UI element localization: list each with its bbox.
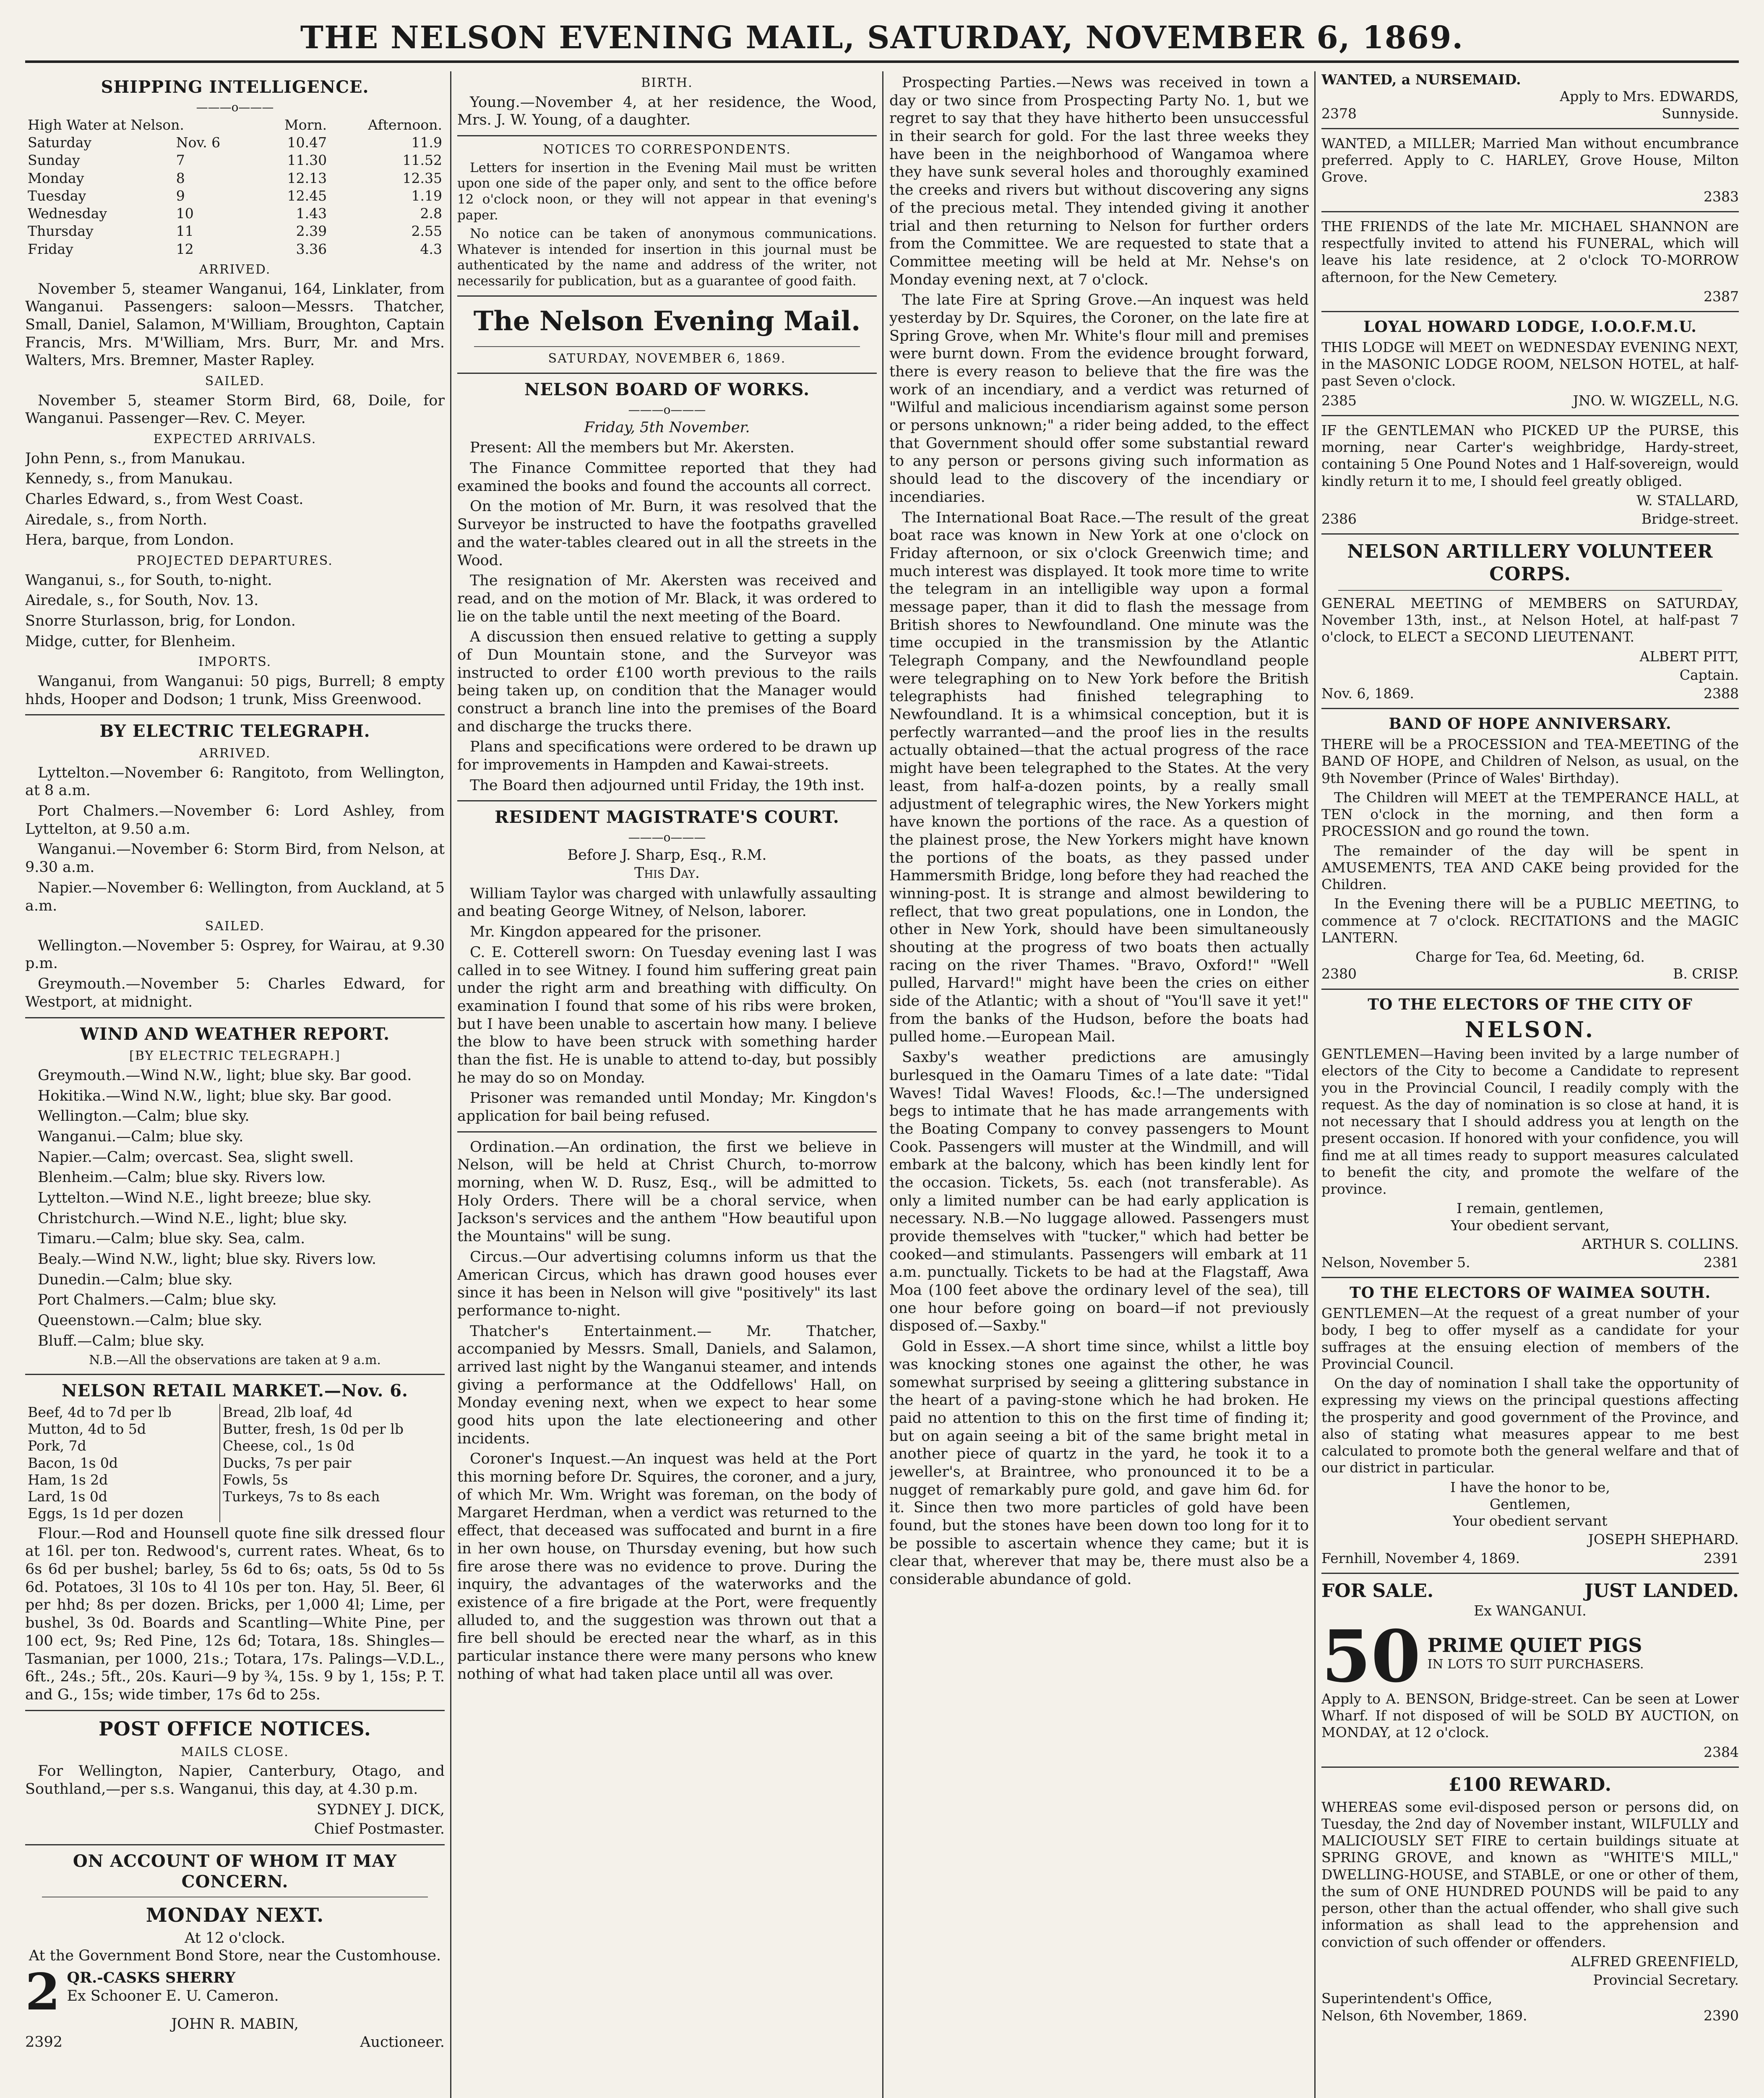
telegraph-title: BY ELECTRIC TELEGRAPH.: [99, 721, 370, 741]
at-time: At 12 o'clock.: [184, 1929, 285, 1947]
artillery-rank: Captain.: [1679, 666, 1739, 683]
tide-day: Sunday: [28, 152, 80, 169]
waimea-footer: [1321, 1550, 1739, 1567]
market-cell: Bread, 2lb loaf, 4d: [223, 1404, 352, 1420]
column-rule: [882, 71, 883, 2098]
dateline: SATURDAY, NOVEMBER 6, 1869.: [548, 351, 786, 366]
notices-p2: No notice can be taken of anonymous communications. Whatever is intended for insertion in this journal must be authenticated by the name and address of the writer, not necessarily for publication, but as a guarantee of good faith.: [457, 226, 877, 289]
expected-item: Hera, barque, from London.: [25, 532, 235, 549]
projected-item: Wanganui, s., for South, to-night.: [25, 571, 272, 589]
divider: [25, 1017, 445, 1018]
ad-number: 2384: [1704, 1743, 1739, 1760]
divider: [1321, 211, 1739, 212]
market-cell: Mutton, 4d to 5d: [25, 1421, 220, 1438]
expected-item: Kennedy, s., from Manukau.: [25, 470, 233, 488]
tide-afternoon: 4.3: [420, 240, 442, 257]
divider: [457, 373, 877, 374]
circus-text: Circus.—Our advertising columns inform us that the American Circus, which has drawn good houses ever since it has been in Nelson will give "positively" its last performance to-night.: [457, 1248, 877, 1319]
divider: [1321, 989, 1739, 990]
tel-arrived-item: Napier.—November 6: Wellington, from Auckland, at 5 a.m.: [25, 879, 445, 914]
tide-header-row: [25, 116, 445, 134]
market-cell: [220, 1505, 445, 1522]
weather-subtitle: [BY ELECTRIC TELEGRAPH.]: [129, 1049, 341, 1064]
divider: [1321, 311, 1739, 312]
weather-item: Greymouth.—Wind N.W., light; blue sky. Bar good.: [38, 1067, 412, 1084]
tide-row: [25, 170, 445, 187]
tide-afternoon: 2.55: [411, 223, 442, 240]
nursemaid-apply: Apply to Mrs. EDWARDS,: [1560, 88, 1739, 105]
tide-date: 10: [176, 205, 194, 222]
board-title: NELSON BOARD OF WORKS.: [524, 379, 810, 399]
divider: [457, 800, 877, 801]
ad-number: 2390: [1704, 2007, 1739, 2024]
electors-footer: [1321, 1254, 1739, 1271]
divider: [1321, 128, 1739, 129]
ad-miller: WANTED, a MILLER; Married Man without encumbrance preferred. Apply to C. HARLEY, Grove House, Milton Grove.: [1321, 135, 1739, 185]
weather-item: Bealy.—Wind N.W., light; blue sky. Rivers low.: [38, 1251, 376, 1268]
account-title: ON ACCOUNT OF WHOM IT MAY CONCERN.: [73, 1851, 397, 1892]
artillery-footer: [1321, 685, 1739, 702]
fire-text: The late Fire at Spring Grove.—An inquest was held yesterday by Dr. Squires, the Coroner, on the late fire at Spring Grove, when Mr. White's flour mill and premises were burnt down. From the evidence brought forward, there is every reason to believe that the fire was the work of an incendiary, and a verdict was returned of "Wilful and malicious incendiarism against some person or persons unknown;" a rider being added, to the effect that Government should offer some substantial reward to any person or persons giving such information as should lead to the discovery of the incendiary or incendiaries.: [889, 292, 1309, 506]
ad-number: 2380: [1321, 965, 1357, 982]
weather-item: Queenstown.—Calm; blue sky.: [38, 1312, 263, 1329]
weather-item: Blenheim.—Calm; blue sky. Rivers low.: [38, 1169, 326, 1186]
casks-title: QR.-CASKS SHERRY: [67, 1969, 236, 1987]
nursemaid-title: WANTED, a NURSEMAID.: [1321, 71, 1521, 88]
tide-row: [25, 151, 445, 169]
board-para: A discussion then ensued relative to getting a supply of Dun Mountain stone, and the Surveyor was instructed to order £100 worth previous to the rails being taken up, on condition that the Manager would construct a branch line into the premises of the Board and discharge the trucks there.: [457, 629, 877, 735]
tide-date: 9: [176, 187, 185, 204]
ad-number: 2378: [1321, 105, 1357, 122]
divider: [1321, 1573, 1739, 1574]
market-cell: Ham, 1s 2d: [25, 1472, 220, 1488]
tide-day: Tuesday: [28, 187, 86, 204]
mabin-footer: [25, 2033, 445, 2051]
divider: [25, 1844, 445, 1845]
ad-number: 2385: [1321, 392, 1357, 409]
mails-text: For Wellington, Napier, Canterbury, Otago, and Southland,—per s.s. Wanganui, this day, at 4.30 p.m.: [25, 1763, 445, 1798]
tide-row: [25, 240, 445, 258]
market-cell: Eggs, 1s 1d per dozen: [25, 1505, 220, 1522]
tide-morn: 1.43: [296, 205, 327, 222]
arrived-title: ARRIVED.: [199, 262, 271, 277]
artillery-title: NELSON ARTILLERY VOLUNTEER CORPS.: [1347, 541, 1713, 585]
market-cell: Butter, fresh, 1s 0d per lb: [223, 1421, 404, 1438]
tide-afternoon: 12.35: [402, 170, 442, 186]
tide-row: [25, 205, 445, 222]
electors-text: GENTLEMEN—Having been invited by a large number of electors of the City to become a Candidate to represent you in the Provincial Council, I readily comply with the request. As the day of nomination is so close at hand, it is not necessary that I should address you at length on the present occasion. If honored with your confidence, you will find me at all times ready to support measures calculated to benefit the city, and promote the welfare of the province.: [1321, 1046, 1739, 1197]
weather-item: Christchurch.—Wind N.E., light; blue sky.: [38, 1210, 347, 1227]
ad-nursemaid: [1321, 71, 1739, 122]
divider: [457, 135, 877, 136]
masthead-rule: [25, 60, 1739, 63]
weather-item: Port Chalmers.—Calm; blue sky.: [38, 1292, 277, 1309]
tide-date: 12: [176, 240, 194, 257]
ad-number: 2386: [1321, 511, 1357, 527]
divider: [1321, 708, 1739, 709]
market-text: Flour.—Rod and Hounsell quote fine silk dressed flour at 16l. per ton. Redwood's, current rates. Wheat, 6s to 6s 6d per bushel; barley, 5s 6d to 6s; oats, 5s 0d to 5s 6d. Potatoes, 3l 10s to 4l 10s per ton. Hay, 5l. Beer, 6l per hhd; 8s per dozen. Bricks, per 1,000 4l; Lime, per bushel, 3s 0d. Boards and Scantling—White Pine, per 100 ect, 9s; Red Pine, 12s 6d; Totara, 18s. Shingles—Tasmanian, per 1000, 21s.; Totara, 17s. Palings—V.D.L., 6ft., 24s.; 5ft., 20s. Kauri—9 by ¾, 15s. 9 by 1, 15s; P. T. and G., 15s; wide timber, 17s 6d to 25s.: [25, 1525, 445, 1703]
pigs-text: Apply to A. BENSON, Bridge-street. Can be seen at Lower Wharf. If not disposed of will be SOLD BY AUCTION, on MONDAY, at 12 o'clock.: [1321, 1690, 1739, 1741]
divider: [1321, 533, 1739, 535]
divider: [25, 714, 445, 715]
court-para: Prisoner was remanded until Monday; Mr. Kingdon's application for bail being refused.: [457, 1090, 877, 1125]
market-cell: Turkeys, 7s to 8s each: [223, 1488, 380, 1505]
market-cell: Cheese, col., 1s 0d: [223, 1438, 354, 1454]
tide-date: Nov. 6: [176, 134, 221, 151]
electors-close: Your obedient servant,: [1451, 1217, 1610, 1234]
divider: [474, 346, 860, 347]
court-title: RESIDENT MAGISTRATE'S COURT.: [495, 807, 839, 827]
saxby-text: Saxby's weather predictions are amusingly burlesqued in the Oamaru Times of a late date: "Tidal Waves! Tidal Waves! Floods, &c.!—The undersigned begs to intimate that he has made arrangements with the Boating Company to convey passengers to Mount Cook. Passengers will muster at the Windmill, and will embark at the balcony, which has been kindly lent for the occasion. Tickets, 5s. each (not transferable). As only a limited number can be had early application is necessary. N.B.—No luggage allowed. Passengers must provide themselves with "tucker," which had better be cooked—and stimulants. Passengers will embark at 11 a.m. punctually. Tickets to be had at the Flagstaff, Awa Moa (100 feet above the ordinary level of the sea), till one hour before going on board—if not previously disposed of.—Saxby.": [889, 1049, 1309, 1335]
weather-item: Bluff.—Calm; blue sky.: [38, 1332, 205, 1349]
monday-next: MONDAY NEXT.: [146, 1903, 324, 1926]
electors-title: TO THE ELECTORS OF THE CITY OF: [1368, 995, 1693, 1013]
hope-signature: B. CRISP.: [1673, 965, 1739, 982]
purse-footer: [1321, 511, 1739, 527]
electors-close: I remain, gentlemen,: [1457, 1200, 1604, 1217]
imports-text: Wanganui, from Wanganui: 50 pigs, Burrell; 8 empty hhds, Hooper and Dodson; 1 trunk, Miss Greenwood.: [25, 673, 445, 708]
market-cell: Ducks, 7s per pair: [223, 1454, 352, 1471]
electors-date: Nelson, November 5.: [1321, 1254, 1470, 1271]
projected-title: PROJECTED DEPARTURES.: [137, 553, 333, 568]
imports-title: IMPORTS.: [198, 655, 272, 670]
board-para: The Finance Committee reported that they had examined the books and found the accounts all correct.: [457, 460, 877, 495]
prospecting-text: Prospecting Parties.—News was received in town a day or two since from Prospecting Party No. 1, but we regret to say that they have hitherto been unsuccessful in their search for gold. For the last three weeks they have been in the neighborhood of Wangamoa where they have sunk several holes and thoroughly examined the creeks and rivers but without discovering any signs of the precious metal. They intended giving it another trial and then returning to Nelson for further orders from the Committee. We are requested to state that a Committee meeting will be held at Mr. Nehse's on Monday evening next, at 7 o'clock.: [889, 74, 1309, 288]
reward-footer: [1321, 2007, 1739, 2024]
waimea-date: Fernhill, November 4, 1869.: [1321, 1550, 1520, 1566]
reward-date: Nelson, 6th November, 1869.: [1321, 2007, 1527, 2024]
waimea-signature: JOSEPH SHEPHARD.: [1588, 1531, 1739, 1548]
weather-item: Lyttelton.—Wind N.E., light breeze; blue sky.: [38, 1190, 372, 1207]
nursemaid-place: Sunnyside.: [1662, 105, 1739, 122]
board-para: Present: All the members but Mr. Akersten.: [470, 439, 795, 457]
sale-left: FOR SALE.: [1321, 1580, 1434, 1602]
weather-item: Hokitika.—Wind N.W., light; blue sky. Bar good.: [38, 1087, 392, 1104]
sailed-text: November 5, steamer Storm Bird, 68, Doile, for Wanganui. Passenger—Rev. C. Meyer.: [25, 392, 445, 427]
hope-charge: Charge for Tea, 6d. Meeting, 6d.: [1415, 949, 1645, 965]
auctioneer: Auctioneer.: [360, 2033, 445, 2051]
pigs-count: 50: [1321, 1614, 1421, 1699]
birth-title: BIRTH.: [641, 76, 693, 90]
column-rule: [1314, 71, 1316, 2098]
electors-city: NELSON.: [1465, 1017, 1595, 1043]
tel-arrived-title: ARRIVED.: [199, 746, 271, 761]
tide-row: [25, 187, 445, 205]
market-row: [25, 1421, 445, 1438]
market-row: [25, 1488, 445, 1505]
projected-item: Snorre Sturlasson, brig, for London.: [25, 612, 296, 629]
ad-number: 2392: [25, 2033, 63, 2051]
projected-item: Airedale, s., for South, Nov. 13.: [25, 592, 259, 609]
lodge-signature: JNO. W. WIGZELL, N.G.: [1573, 392, 1739, 409]
tide-afternoon: 11.52: [402, 152, 442, 169]
tel-arrived-item: Lyttelton.—November 6: Rangitoto, from Wellington, at 8 a.m.: [25, 764, 445, 799]
ad-number: 2388: [1704, 685, 1739, 702]
expected-title: EXPECTED ARRIVALS.: [153, 431, 317, 446]
casks-count: 2: [25, 1962, 60, 2022]
purse-street: Bridge-street.: [1641, 511, 1739, 527]
pigs-block: [1321, 1614, 1739, 1699]
market-table: [25, 1404, 445, 1522]
hope-footer: [1321, 965, 1739, 982]
market-cell: Lard, 1s 0d: [25, 1488, 220, 1505]
market-cell: Beef, 4d to 7d per lb: [25, 1404, 220, 1421]
mails-signature: SYDNEY J. DICK,: [316, 1801, 445, 1818]
boat-race-text: The International Boat Race.—The result of the great boat race was known in New York at one o'clock on Friday afternoon, or six o'clock Greenwich time; and much interest was displayed. It took more time to write the telegram in an intelligible way upon a formal message paper, than it did to flash the message from British shores to Newfoundland. One minute was the time occupied in the transmission by the Atlantic Telegraph Company, and the Newfoundland people were telegraphing on to New York before the British telegraphists had finished telegraphing to Newfoundland. It is a whimsical conception, but it is perfectly warranted—and the proof lies in the results actually obtained—that the actual progress of the race might have been telegraphed to the States. At the very least, from half-a-dozen points, by a really small adjustment of telegraphic wires, the New Yorkers might have known the portions of the race. As a question of the plainest prose, the New Yorkers might have known the portions of the boats, as they passed under Hammersmith Bridge, long before they had reached the winning-post. It is strange and almost bewildering to reflect, that two great populations, one in London, the other in New York, should have been simultaneously shouting at the progress of two boats then actually racing on the river Thames. "Bravo, Oxford!" "Well pulled, Harvard!" might have been the cries on either side of the Atlantic; with a shout of "You'll save it yet!" from the banks of the Hudson, before the boats had pulled home.—European Mail.: [889, 509, 1309, 1046]
artillery-signature: ALBERT PITT,: [1639, 648, 1739, 665]
hope-title: BAND OF HOPE ANNIVERSARY.: [1389, 715, 1672, 733]
expected-item: John Penn, s., from Manukau.: [25, 450, 246, 467]
tide-row: [25, 134, 445, 151]
projected-item: Midge, cutter, for Blenheim.: [25, 633, 236, 650]
tide-date: 11: [176, 223, 194, 240]
weather-note: N.B.—All the observations are taken at 9 a.m.: [89, 1352, 381, 1367]
hope-p3: The remainder of the day will be spent in AMUSEMENTS, TEA AND CAKE being provided for the Children.: [1321, 842, 1739, 893]
column-2: [457, 71, 877, 2098]
tide-afternoon: 2.8: [420, 205, 442, 222]
tide-afternoon: 11.9: [411, 134, 442, 151]
nursemaid-footer: [1321, 105, 1739, 122]
casks-block: [25, 1962, 445, 2022]
shipping-title: SHIPPING INTELLIGENCE.: [101, 77, 369, 97]
divider: [1321, 1767, 1739, 1768]
electors-signature: ARTHUR S. COLLINS.: [1582, 1235, 1739, 1252]
tel-arrived-item: Port Chalmers.—November 6: Lord Ashley, from Lyttelton, at 9.50 a.m.: [25, 803, 445, 838]
tide-morn: 3.36: [296, 240, 327, 257]
tide-morn: 2.39: [296, 223, 327, 240]
market-row: [25, 1505, 445, 1522]
court-before: Before J. Sharp, Esq., R.M.: [567, 847, 767, 864]
ad-number: 2391: [1704, 1550, 1739, 1566]
market-row: [25, 1455, 445, 1472]
column-1: [25, 71, 445, 2098]
tide-morn: 11.30: [287, 152, 327, 169]
ordination-text: Ordination.—An ordination, the first we believe in Nelson, will be held at Christ Church, to-morrow morning, when W. D. Rusz, Esq., will be admitted to Holy Orders. There will be a choral service, when Jackson's services and the anthem "How beautiful upon the Mountains" will be sung.: [457, 1138, 877, 1245]
arrived-text: November 5, steamer Wanganui, 164, Linklater, from Wanganui. Passengers: saloon—Messrs. Thatcher, Small, Daniel, Salamon, M'William, Broughton, Captain Francis, Mrs. M'William, Mrs. Burr, Mr. and Mrs. Walters, Mrs. Bremner, Master Rapley.: [25, 280, 445, 369]
market-row: [25, 1404, 445, 1421]
market-row: [25, 1472, 445, 1488]
column-rule: [450, 71, 451, 2098]
weather-item: Timaru.—Calm; blue sky. Sea, calm.: [38, 1230, 305, 1247]
sailed-title: SAILED.: [205, 373, 265, 389]
column-3: [889, 71, 1309, 2098]
artillery-date: Nov. 6, 1869.: [1321, 685, 1414, 702]
notices-title: NOTICES TO CORRESPONDENTS.: [543, 142, 791, 157]
waimea-title: TO THE ELECTORS OF WAIMEA SOUTH.: [1349, 1284, 1711, 1302]
purse-signature: W. STALLARD,: [1636, 492, 1739, 509]
tide-morn: 10.47: [287, 134, 327, 151]
ad-number: 2381: [1704, 1254, 1739, 1271]
at-store: At the Government Bond Store, near the Customhouse.: [29, 1947, 441, 1965]
sale-right: JUST LANDED.: [1584, 1580, 1739, 1602]
ornament: ———o———: [628, 830, 706, 845]
tel-arrived-item: Wanganui.—November 6: Storm Bird, from Nelson, at 9.30 a.m.: [25, 841, 445, 876]
tide-header-morn: Morn.: [284, 116, 327, 133]
weather-item: Napier.—Calm; overcast. Sea, slight swell.: [38, 1148, 354, 1166]
reward-text: WHEREAS some evil-disposed person or persons did, on Tuesday, the 2nd day of November instant, WILFULLY and MALICIOUSLY SET FIRE to certain buildings situate at SPRING GROVE, and known as "WHITE'S MILL," DWELLING-HOUSE, and STABLE, or one or other of them, the sum of ONE HUNDRED POUNDS will be paid to any person, other than the actual offender, who shall give such information as shall lead to the apprehension and conviction of such offender or offenders.: [1321, 1798, 1739, 1950]
ornament: ———o———: [196, 100, 274, 114]
reward-role: Provincial Secretary.: [1593, 1972, 1739, 1988]
newspaper-page: [25, 17, 1739, 2098]
court-para: William Taylor was charged with unlawfully assaulting and beating George Witney, of Nelson, laborer.: [457, 885, 877, 920]
tel-sailed-item: Greymouth.—November 5: Charles Edward, for Westport, at midnight.: [25, 976, 445, 1010]
waimea-close: Gentlemen,: [1489, 1495, 1571, 1512]
divider: [1321, 415, 1739, 416]
board-para: The Board then adjourned until Friday, the 19th inst.: [470, 777, 865, 794]
tide-header-place: High Water at Nelson.: [28, 116, 184, 133]
thatcher-text: Thatcher's Entertainment.— Mr. Thatcher, accompanied by Messrs. Small, Daniels, and Salamon, arrived last night by the Wanganui steamer, and intends giving a performance at the Oddfellows' Hall, on Monday evening next, when we expect to hear some good hits upon the late electioneering and other incidents.: [457, 1323, 877, 1447]
board-para: On the motion of Mr. Burn, it was resolved that the Surveyor be instructed to have the footpaths gravelled and the water-tables cleared out in all the streets in the Wood.: [457, 498, 877, 569]
reward-title: £100 REWARD.: [1448, 1774, 1612, 1795]
market-row: [25, 1438, 445, 1454]
tide-date: 8: [176, 170, 185, 186]
casks-from: Ex Schooner E. U. Cameron.: [67, 1987, 279, 2004]
tide-day: Friday: [28, 240, 73, 257]
tide-day: Thursday: [28, 223, 94, 240]
ornament: ———o———: [628, 402, 706, 417]
paper-name: The Nelson Evening Mail.: [473, 305, 861, 337]
tide-date: 7: [176, 152, 185, 169]
waimea-p2: On the day of nomination I shall take the opportunity of expressing my views on the principal questions affecting the prosperity and good government of the Province, and also of stating what measures appear to me best calculated to promote both the general welfare and that of our district in particular.: [1321, 1375, 1739, 1476]
hope-p2: The Children will MEET at the TEMPERANCE HALL, at TEN o'clock in the morning, and then form a PROCESSION and go round the town.: [1321, 789, 1739, 840]
divider: [1321, 1277, 1739, 1278]
tide-header-afternoon: Afternoon.: [368, 116, 442, 133]
reward-signature: ALFRED GREENFIELD,: [1571, 1953, 1739, 1970]
lodge-text: THIS LODGE will MEET on WEDNESDAY EVENING NEXT, in the MASONIC LODGE ROOM, NELSON HOTEL, at half-past Seven o'clock.: [1321, 339, 1739, 389]
court-para: Mr. Kingdon appeared for the prisoner.: [470, 924, 762, 941]
ad-purse: IF the GENTLEMAN who PICKED UP the PURSE, this morning, near Carter's weighbridge, Hardy-street, containing 5 One Pound Notes and 1 Half-sovereign, would kindly return it to me, I should feel greatly obliged.: [1321, 422, 1739, 489]
market-cell: Pork, 7d: [25, 1438, 220, 1454]
notices-p1: Letters for insertion in the Evening Mail must be written upon one side of the paper only, and sent to the office before 12 o'clock noon, or they will not appear in that evening's paper.: [457, 160, 877, 223]
weather-item: Dunedin.—Calm; blue sky.: [38, 1271, 233, 1288]
divider: [25, 1710, 445, 1711]
waimea-close: I have the honor to be,: [1450, 1479, 1610, 1495]
weather-title: WIND AND WEATHER REPORT.: [80, 1024, 390, 1044]
post-office-title: POST OFFICE NOTICES.: [99, 1717, 371, 1740]
divider: [457, 1131, 877, 1133]
tel-sailed-item: Wellington.—November 5: Osprey, for Wairau, at 9.30 p.m.: [25, 937, 445, 972]
court-day: This Day.: [634, 865, 700, 882]
expected-item: Charles Edward, s., from West Coast.: [25, 491, 304, 508]
ad-number: 2387: [1704, 288, 1739, 305]
pigs-lots: IN LOTS TO SUIT PURCHASERS.: [1427, 1657, 1644, 1672]
mails-signature-role: Chief Postmaster.: [314, 1821, 445, 1838]
pigs-title: PRIME QUIET PIGS: [1427, 1634, 1642, 1657]
masthead: THE NELSON EVENING MAIL, SATURDAY, NOVEMBER 6, 1869.: [300, 20, 1464, 56]
gold-text: Gold in Essex.—A short time since, whilst a little boy was knocking stones one against the other, he was somewhat surprised by seeing a glittering substance in the heart of a paving-stone which he had broken. He paid no attention to this on the first time of finding it; but on again seeing a bit of the same bright metal in another piece of quartz in the yard, he took it to a jeweller's, at Braintree, who pronounced it to be a nugget of remarkably pure gold, and gave him 6d. for it. Since then two more particles of gold have been found, but the stones have been down too long for it to be possible to ascertain whence they came; but it is clear that, wherever that may be, there must also be a considerable abundance of gold.: [889, 1338, 1309, 1588]
tide-row: [25, 222, 445, 240]
divider: [457, 295, 877, 297]
board-para: Plans and specifications were ordered to be drawn up for improvements in Hampden and Kawai-streets.: [457, 738, 877, 774]
tide-day: Monday: [28, 170, 84, 186]
waimea-close: Your obedient servant: [1453, 1513, 1608, 1529]
market-title: NELSON RETAIL MARKET.—Nov. 6.: [62, 1381, 408, 1401]
lodge-footer: [1321, 392, 1739, 409]
board-para: The resignation of Mr. Akersten was received and read, and on the motion of Mr. Black, it was ordered to lie on the table until the next meeting of the Board.: [457, 572, 877, 625]
mabin-name: JOHN R. MABIN,: [171, 2016, 299, 2033]
ad-funeral: THE FRIENDS of the late Mr. MICHAEL SHANNON are respectfully invited to attend his FUNERAL, which will leave his late residence, at 2 o'clock TO-MORROW afternoon, for the New Cemetery.: [1321, 218, 1739, 285]
tide-table: [25, 116, 445, 258]
court-para: C. E. Cotterell sworn: On Tuesday evening last I was called in to see Witney. I found him suffering great pain under the right arm and breathing with difficulty. On examination I found that some of his ribs were broken, but I have been unable to ascertain how many. I believe the blow to have been struck with something harder than the fist. He is unable to attend to-day, but possibly he may do so on Monday.: [457, 944, 877, 1086]
lodge-title: LOYAL HOWARD LODGE, I.O.O.F.M.U.: [1363, 318, 1697, 336]
tide-day: Wednesday: [28, 205, 107, 222]
tide-day: Saturday: [28, 134, 92, 151]
weather-item: Wanganui.—Calm; blue sky.: [38, 1128, 244, 1145]
artillery-text: GENERAL MEETING of MEMBERS on SATURDAY, November 13th, inst., at Nelson Hotel, at half-past 7 o'clock, to ELECT a SECOND LIEUTENANT.: [1321, 595, 1739, 645]
divider: [1338, 590, 1722, 591]
board-date: Friday, 5th November.: [584, 419, 750, 436]
expected-item: Airedale, s., from North.: [25, 511, 207, 528]
hope-p4: In the Evening there will be a PUBLIC MEETING, to commence at 7 o'clock. RECITATIONS and the MAGIC LANTERN.: [1321, 895, 1739, 946]
coroner-text: Coroner's Inquest.—An inquest was held at the Port this morning before Dr. Squires, the coroner, and a jury, of which Mr. Wm. Wright was foreman, on the body of Margaret Herdman, when a verdict was returned to the effect, that deceased was suffocated and burnt in a fire in her own house, on Thursday evening, but how such fire arose there was no evidence to prove. During the inquiry, the advantages of the waterworks and the existence of a fire brigade at the Port, were frequently alluded to, and the suggestion was thrown out that a fire bell should be erected near the wharf, as in this particular instance there were many persons who knew nothing of what had taken place until all was over.: [457, 1451, 877, 1683]
market-cell: Bacon, 1s 0d: [25, 1455, 220, 1472]
birth-text: Young.—November 4, at her residence, the Wood, Mrs. J. W. Young, of a daughter.: [457, 94, 877, 129]
tide-afternoon: 1.19: [411, 187, 442, 204]
waimea-p1: GENTLEMEN—At the request of a great number of your body, I beg to offer myself as a candidate for your suffrages at the ensuing election of members of the Provincial Council.: [1321, 1305, 1739, 1372]
mails-title: MAILS CLOSE.: [181, 1744, 289, 1759]
market-cell: Fowls, 5s: [223, 1471, 288, 1488]
tide-morn: 12.45: [287, 187, 327, 204]
ad-number: 2383: [1704, 188, 1739, 205]
column-4: [1321, 71, 1739, 2098]
sale-header: [1321, 1580, 1739, 1602]
sale-ex: Ex WANGANUI.: [1474, 1602, 1587, 1619]
hope-p1: THERE will be a PROCESSION and TEA-MEETING of the BAND OF HOPE, and Children of Nelson, as usual, on the 9th November (Prince of Wales' Birthday).: [1321, 736, 1739, 786]
tel-sailed-title: SAILED.: [205, 919, 265, 934]
weather-item: Wellington.—Calm; blue sky.: [38, 1108, 250, 1125]
tide-morn: 12.13: [287, 170, 327, 186]
reward-office: Superintendent's Office,: [1321, 1990, 1493, 2007]
divider: [25, 1374, 445, 1375]
